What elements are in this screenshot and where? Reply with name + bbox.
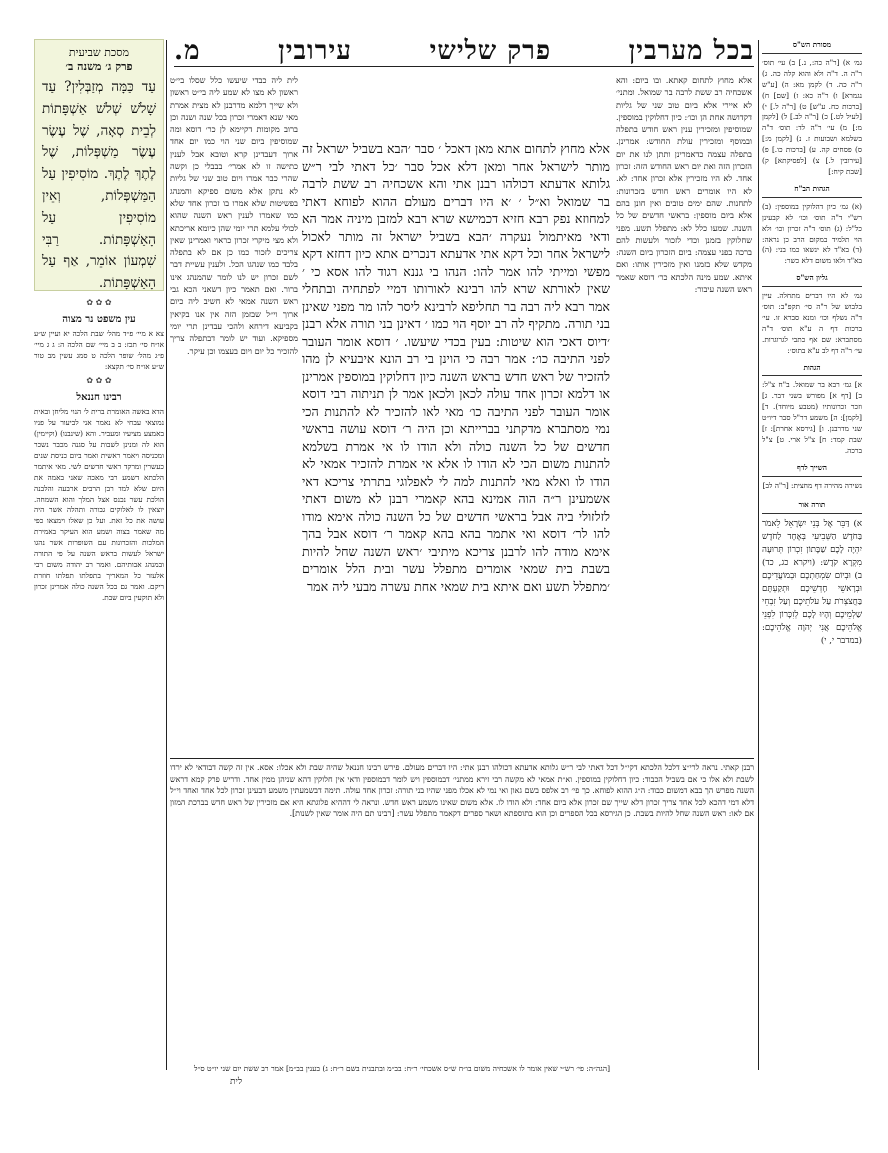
hagahot-title: הגהות: [762, 363, 862, 377]
mesoret-text: גמ׳ א) [ר"ה כה:, נ.] ב) עי׳ תוס׳ ר"ה ה. ד"ה ולא והוא קלה כה. ג) ר"ה כה. ד) לקמן מא: ה) [ע"ש נגמרא] ו) ר"ה כא: ז) [שם] ח) [ברכות כח. ע"ש] ט) [ר"ה ל.] י) [לעיל לט.] כ) [ר"ה לב.] ל) [לקמן מ:] מ) עי׳ ר"ה לד: תוס׳ ד"ה בשלמא ושבועות ז. נ) [לקמן מ:] ס) פסחים קה. ע) [ברכות כו.] פ) [עירובין ל.] צ) [לפסיקתא] ק) [שבת קיח:]: [762, 57, 862, 176]
rabbeinu-chananel-text: הדא באשה האומרת ברית ל׳ הנוי מליחן ובאית נמוצאי עבחי לא נאמר אני לביעור על פניו באמצע מציעיו ומעביר. והא (שינבנו) (וקיימין) הוא לה ומנינן לשבות על סגנה מכבר נשכר ומכניסה ויאמר ראשית ואמר ביום כניסת שנים כעשרין ומרקד ראשי חדשים לשי. מאי איתמר הלכתא דשמע רבי מאכה שאני באמה את היום שלא למד רבן הרבים ארבעה והלבנה הולכת עשר נכנס אצל המלך והוא השמחה. יוצאין לו לאלוקים גבורה ותהלה אשר היה עושה את כל זאת. ועל כן שאלו וימצאו כפי מה שאמר בצוה ושמע הוא העיקר באמירת המלכות והזכרונות עם השופרות אשר נהגו ישראל לעשות בראש השנה על פי התורה ובמנהג אבותיהם. ואמר רב יהודה משום רבי אלעזר כל המאריך בתפלתו תפלתו חוזרת ריקם. ואמר גם בכל השנה כולה אמרינן זכרון ולא תוקעין ביום שבת.: [34, 407, 164, 602]
rashi-column: [616, 74, 752, 754]
ein-mishpat-text: צא א מיי׳ פ״ד מהל׳ שבת הלכה יא ועיין ש״ע או״ח סי׳ תכז: ב ב מיי׳ שם הלכה ה: ג ג מיי׳ פ״ג מהל׳ שופר הלכה ט סמג עשין מב טור ש״ע או״ח סי׳ תקצא:: [34, 328, 164, 371]
torah-or-title: תורה אור: [762, 500, 862, 514]
tosafot-column: [170, 74, 298, 754]
rabbeinu-chananel-title: רבינו חננאל: [76, 392, 122, 404]
header-folio: מ.: [174, 36, 201, 66]
page-header: [174, 34, 754, 67]
lower-commentary-text: רבנן קאתי. נראה לרי״צ דלכל הלכתא דקי״ל דכל דאתי לבי ר״ש גלותא אדעתא דכולהו רבנן אתי: היו דברים מעולם. פירש רבינו חננאל שהיה שבת ולא אכלו: אסא. אין זה קשה דבודאי לא ירדו לשבת ולא אלו כי אם בשביל הכבוד: כיון דחלוקין במוספין. וא״ת אמאי לא מקשה רבי זירא ממתני׳ דבמוספין ויש לומר דבמוספין ודאי אין חלוקין דהא שניהן ממין אחד. ודריש פרק קמא דראש השנה מפרש הך בבא דמשום כבוד: ה״ג ההוא לפוחא. כך פי׳ רב אלפס בשם גאון ואי נמי לא אכלו מפני שהיו בני תורה: זכרון אחד עולה. תימה דבשמעתין משמע דבעינן זכרון לכל אחד ואחד וי״ל דלא דמי דהכא לכל אחד צריך זכרון דלא שייך שם זכרון אלא ביום אחד: ולא הודו לו. אלא משום שאינו משמע ראש חדש. ונראה לי דההיא פלוגתא היא אם מזכירין של ראש חדש בברכת המזון אם לאו: ראש השנה שחל להיות בשבת. כן הגירסא בכל הספרים וכן הוא בתוספתא ושאר ספרים דקאמר מתפלל עשר: [רבינו תם היה אומר שאין לשנות].: [170, 763, 754, 819]
lower-commentary: [170, 762, 754, 1058]
torah-or-text: א) דַּבֵּר אֶל בְּנֵי יִשְׂרָאֵל לֵאמֹר בַּחֹדֶשׁ הַשְּׁבִיעִי בְּאֶחָד לַחֹדֶשׁ יִהְיֶה לָכֶם שַׁבָּתוֹן זִכְרוֹן תְּרוּעָה מִקְרָא קֹדֶשׁ: (ויקרא כג, כד) ב) וּבְיוֹם שִׂמְחַתְכֶם וּבְמוֹעֲדֵיכֶם וּבְרָאשֵׁי חָדְשֵׁיכֶם וּתְקַעְתֶּם בַּחֲצֹצְרֹת עַל עֹלֹתֵיכֶם וְעַל זִבְחֵי שַׁלְמֵיכֶם וְהָיוּ לָכֶם לְזִכָּרוֹן לִפְנֵי אֱלֹהֵיכֶם אֲנִי יְהֹוָה אֱלֹהֵיכֶם: (במדבר י, י): [762, 518, 862, 646]
mishnah-box: [34, 39, 164, 291]
header-chapter-number: פרק שלישי: [429, 36, 552, 66]
tosafot-text: לית ליה כבדי שיעשו כלל שסלו בי״ט ראשון לא מצו לא שמע ליה בי״ט ראשון ולא שייך דלמא מדרבנן לא מצית אמרת מאי שנא דאמרי זכרון בכל שנה ושנה וכן ברוב מקומות דקיימא לן כר׳ דוסא ומה שמוסיפין ביום שני הוי כמו יום אחד ארוך דעבדינן קרא וטובא אבל לענין כתישה זו לא אמרי׳ בבבלי כן וקשה שהרי כבר אמרו ויום טוב שני של גליות לא נתקן אלא משום ספיקא והמנהג בפשיטות שלא אמרו בו זכרון אחד שלא כמו שאמרו לענין ראש השנה שהוא לכולי עלמא תרי יומי שהן כיומא אריכתא ולא מצי מיקרי זכרון כראוי ואמרינן שאין צריכים לזכור כמו כן אם לא בתפלה בלבד כמו שנהגו הכל. ולענין עשיית דבר לשם זכרון יש לנו לומר שהמנהג אינו ברור. ואם תאמר כיון דשאני הכא גבי ראש השנה אמאי לא חשיב ליה כיום ארוך וי״ל שבזמן הזה אין אנו בקיאין בקביעא דירחא ולהכי עבדינן תרי יומי מספיקא. ועוד יש לומר דבתפלה צריך להזכיר כל יום ויום בעצמו וכן עיקר.: [170, 75, 298, 356]
left-margin-column: [34, 298, 164, 988]
hagahot-bach-text: (א) גמ׳ כיון דהלוקין במוספין: (ב) רש"י ד"ה תוס׳ וכו׳ לא קבעינן כל"ל: (ג) תוס׳ ד"ה זכרון וכו׳ ולא הוי תלמיד במקום הרב כן נראה: (ד) בא"ד לא ינשאו כמו בני: (ה) בא"ד ולאו משום דלא כשר:: [762, 201, 862, 266]
mesoret-title: מסורת הש"ס: [762, 40, 862, 54]
mishnah-box-text: עַד כַּמָּה מְזַבְּלִין? עַד שָׁלֹשׁ שְׁלֹשׁ אַשְׁפָּתוֹת לְבֵית סְאָה, שֶׁל עֶשֶׂר עֶשֶׂר מַשְׁפְּלוֹת, שֶׁל לֶתֶךְ לֶתֶךְ. מוֹסִיפִין עַל הַמַּשְׁפְּלוֹת, וְאֵין מוֹסִיפִין עַל הָאַשְׁפָּתוֹת. רַבִּי שִׁמְעוֹן אוֹמֵר, אַף עַל הָאַשְׁפָּתוֹת.: [42, 79, 156, 292]
gemara-text: אלא מחוץ לתחום אתא מאן דאכל ׳ סבר ׳הבא בשביל ישראל זה מותר לישראל אחר ומאן דלא אכל סבר ׳כל דאתי לבי ר״ש גלותא אדעתא דכולהו רבנן אתי והא אשכחיה רב ששת לרבה בר שמואל וא״ל ׳ ׳א היו דברים מעולם ההוא לפוחא דאתי למחוזא נפק רבא חזיא דכמישא שרא רבא למזבן מיניה אמר הא ודאי מאיתמול נעקרה ׳הבא בשביל ישראל זה מותר לאכול לישראל אחר וכל דקא אתי אדעתא דנכרים אתא כיון דחזא דקא מפשי ומייתי להו אמר להו: הנהו בי גננא רגוד להו אסא כי ׳ שאין לאורתא שרא להו רבינא לאורותו דמיי לפתחיה ובתחלי אמר רבא ליה רבה בר תחליפא לרבינא ליסר להו מר מפני שאינן בני תורה. מתקיף לה רב יוסף הוי כמו ׳ דאינן בני תורה אלא רבנן ׳דיוס דאכי הוא שיטות: בעין בכדי שיעשו. ׳ דוסא אומר העובר לפני התיבה כו׳: אמר רבה כי הוינן בי רב הונא איבעיא לן מהו להזכיר של ראש חדש בראש השנה כיון דחלוקין במוספין אמרינן או דלמא זכרון אחד עולה לכאן ולכאן אמר לן תניתוה רבי דוסא אומר העובר לפני התיבה כו׳ מאי לאו להזכיר לא להתנות הכי נמי מסתברא מדקתני בברייתא וכן היה ר׳ דוסא עושה בראשי חדשים של כל השנה כולה ולא הודו לו אי אמרת בשלמא להתנות משום הכי לא הודו לו אלא אי אמרת להזכיר אמאי לא הודו לו ואלא מאי להתנות למה לי לאפלוגי בתרתי צריכא דאי אשמעינן ר״ה הוה אמינא בהא קאמרי רבנן לא משום דאתי לזלזולי ביה אבל בראשי חדשים של כל השנה כולה אימא מודו להו לר׳ דוסא ואי אתמר בהא בהא קאמר ר׳ דוסא אבל בהך אימא מודה להו לרבנן צריכא מיתיבי ׳ראש השנה שחל להיות בשבת בית שמאי אומרים מתפלל עשר ובית הלל אומרים ׳מתפלל תשע ואם איתא בית שמאי אחת עשרה מבעי ליה אמר: [302, 141, 610, 594]
ein-mishpat-title: עין משפט נר מצוה: [62, 313, 136, 325]
right-column-rule: [758, 40, 759, 1070]
rashi-text: אלא מחוץ לתחום קאתא. ובו ביום: והא אשכחיה רב ששת לרבה בר שמואל. ומתני׳ לא איירי אלא ביום טוב שני של גליות דקדושה אחת הן וכו׳: כיון דחלוקין במוספין. שמוסיפין ומזכירין ענין ראש חודש בתפלה ובמוסף ומזכירין עולת החודש: אמרינן. בתפלה עצמה כדאמרינן ותתן לנו את יום הזכרון הזה ואת יום ראש החודש הזה: זכרון אחד. לא היו מזכירין אלא זכרון אחד: לא. לא היו אומרים ראש חודש בזכרונות: לתחנות. שהם ימים טובים ואין חונן בהם אלא ביום מוספין: בראשי חדשים של כל השנה. שמעו כלל לא: מתפלל תשע. מפני שחלוקין בזמנן וכדי לזכור ולעשות להם ברכה בפני עצמה: ביום הזכרון ביום השנה: מקדש שלא בזמנו ואין מזכירין אותו: ואם איתא. שמע מינה הלכתא כר׳ דוסא שאמר ראש השנה עיבור:: [616, 75, 752, 295]
ornament-divider-2: ✿ ✿ ✿: [86, 376, 112, 386]
gilyon-title: גליון הש"ס: [762, 273, 862, 287]
mishnah-box-tractate: מסכת שביעית: [68, 46, 130, 59]
right-margin-column: [762, 38, 862, 1078]
ornament-divider: ✿ ✿ ✿: [86, 298, 112, 307]
footnote: [190, 1063, 610, 1074]
gemara-text-block: [302, 140, 610, 608]
header-chapter-name: בכל מערבין: [628, 36, 754, 66]
gilyon-text: גמ׳ לא היו דברים מתחלה. עיין בלבוש של ר"ה סי׳ תקפ"ב: תוס׳ ד"ה נשלף וכו׳ ומנא סברא זו. עי׳ ברכות דף ה ע"א תוס׳ ד"ה מסתברא: שם אף כתבי לגרוגרות. עי׳ ר"ה דף לב ע"א בתוס׳:: [762, 291, 862, 355]
footnote-text: [הגה״ה: פי׳ רש״י שאין אומר לו אשכחיה משום בו״ח ש״ס אשכחי׳ ר״ח: בב״מ ובתבנית בשם ר״ח: ג) בענין בב״מ] אמר רב ששת יום שני יו״ט ס״ל: [194, 1064, 610, 1073]
bottom-catchword: לית: [230, 1077, 243, 1087]
hagahot-text: א] גמ׳ רבא בר שמואל. ב"ח צ"ל: ב] [דף א] מפורש בשני דבר. ג] וזכר זכרונותיו (מטבע מיוחד). ד] [לקמן]: ה] משמע דר"ל סבר דיו״ט שני מדרבנן. ו] [גירסא אחרת]: ז] שבת קמד: ח] צ"ל ארי. ט] צ"ל ברכה.: [762, 380, 862, 455]
left-column-rule: [166, 40, 167, 1070]
gemara-bottom-rule: [170, 758, 754, 759]
hagahot-bach-title: הגהות הב"ח: [762, 184, 862, 198]
mishnah-box-chapter: פרק ג׳ משנה ב׳: [65, 60, 133, 73]
ashrei-text: נשירה מהירה דף מחצית: [ר"ה לב]: [762, 480, 862, 490]
header-tractate: עירובין: [278, 36, 353, 66]
ashrei-title: השייך לדף: [762, 463, 862, 477]
